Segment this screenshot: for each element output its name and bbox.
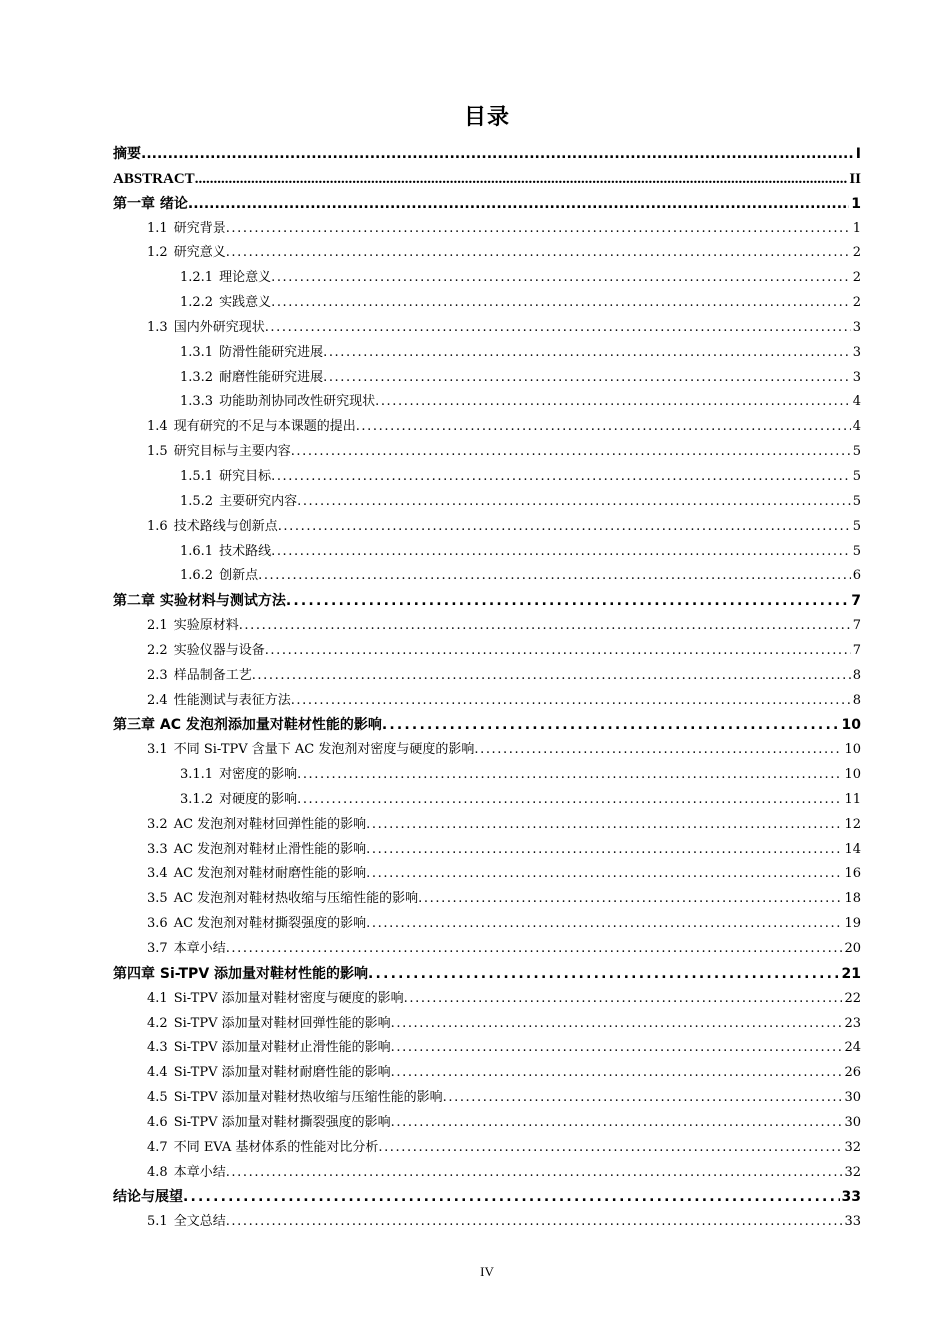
toc-entry-title: 功能助剂协同改性研究现状 xyxy=(219,394,376,410)
toc-entry-title: 防滑性能研究进展 xyxy=(219,344,324,360)
toc-entry-page: 16 xyxy=(844,866,861,882)
toc-entry-number: 3.3 xyxy=(147,841,168,857)
toc-entry-title: 第二章 实验材料与测试方法 xyxy=(113,593,286,610)
dot-leader xyxy=(226,1210,843,1235)
toc-entry-1-5-1[interactable] xyxy=(113,465,861,490)
toc-entry-number: 1.3.1 xyxy=(180,344,214,360)
toc-entry-page: 32 xyxy=(844,1164,861,1180)
toc-entry-title: 研究目标与主要内容 xyxy=(173,444,291,460)
dot-leader xyxy=(226,241,851,266)
toc-entry-1-2-2[interactable] xyxy=(113,291,861,316)
toc-entry-3-4[interactable] xyxy=(113,862,861,887)
dot-leader xyxy=(226,1161,843,1186)
toc-entry-number: 1.5 xyxy=(147,444,168,460)
toc-entry-abstract-cn[interactable] xyxy=(113,142,861,167)
toc-entry-number: 3.1.2 xyxy=(180,791,214,807)
toc-entry-2-3[interactable] xyxy=(113,664,861,689)
toc-entry-number: 1.4 xyxy=(147,419,168,435)
dot-leader xyxy=(271,266,851,291)
dot-leader xyxy=(391,1012,843,1037)
dot-leader xyxy=(356,415,851,440)
dot-leader xyxy=(366,862,842,887)
toc-entry-page: 30 xyxy=(844,1114,861,1130)
toc-entry-number: 3.6 xyxy=(147,916,168,932)
toc-entry-page: 1 xyxy=(852,220,861,236)
toc-entry-title: 第一章 绪论 xyxy=(113,195,188,212)
toc-entry-number: 1.2.1 xyxy=(180,270,214,286)
toc-entry-number: 1.1 xyxy=(147,220,168,236)
toc-entry-page: 24 xyxy=(844,1040,861,1056)
toc-entry-page: 4 xyxy=(852,394,861,410)
toc-entry-page: 7 xyxy=(851,593,861,610)
toc-entry-number: 2.3 xyxy=(147,667,168,683)
toc-entry-number: 4.5 xyxy=(147,1090,168,1106)
toc-entry-title: 耐磨性能研究进展 xyxy=(219,369,324,385)
toc-entry-page: 2 xyxy=(852,295,861,311)
dot-leader xyxy=(226,937,843,962)
toc-entry-number: 3.1.1 xyxy=(180,767,214,783)
toc-entry-number: 2.1 xyxy=(147,618,168,634)
toc-entry-title: 研究意义 xyxy=(173,245,226,261)
toc-entry-1-1[interactable] xyxy=(113,217,861,242)
toc-entry-page: 6 xyxy=(852,568,861,584)
toc-entry-title: Si-TPV 添加量对鞋材止滑性能的影响 xyxy=(173,1040,391,1056)
toc-entry-1-6[interactable] xyxy=(113,515,861,540)
dot-leader xyxy=(297,763,842,788)
dot-leader xyxy=(391,1036,843,1061)
toc-entry-title: 实践意义 xyxy=(219,295,272,311)
toc-entry-title: 第四章 Si-TPV 添加量对鞋材性能的影响 xyxy=(113,965,369,982)
toc-entry-chapter-4[interactable] xyxy=(113,962,861,987)
toc-entry-page: II xyxy=(849,170,861,187)
dot-leader xyxy=(375,390,851,415)
toc-entry-title: AC 发泡剂对鞋材撕裂强度的影响 xyxy=(173,916,367,932)
dot-leader xyxy=(366,912,842,937)
toc-entry-title: 不同 Si-TPV 含量下 AC 发泡剂对密度与硬度的影响 xyxy=(173,742,475,758)
dot-leader xyxy=(391,1111,843,1136)
dot-leader xyxy=(141,142,854,167)
toc-entry-title: Si-TPV 添加量对鞋材耐磨性能的影响 xyxy=(173,1065,391,1081)
dot-leader xyxy=(252,664,851,689)
toc-entry-1-2-1[interactable] xyxy=(113,266,861,291)
dot-leader xyxy=(278,515,851,540)
toc-entry-title: 不同 EVA 基材体系的性能对比分析 xyxy=(173,1139,379,1155)
toc-entry-4-3[interactable] xyxy=(113,1036,861,1061)
toc-entry-page: 14 xyxy=(844,841,861,857)
toc-entry-number: 3.7 xyxy=(147,941,168,956)
toc-entry-title: Si-TPV 添加量对鞋材热收缩与压缩性能的影响 xyxy=(173,1090,443,1106)
toc-entry-page: 4 xyxy=(852,419,861,435)
dot-leader xyxy=(271,540,851,565)
toc-entry-page: 3 xyxy=(852,319,861,335)
toc-entry-page: 2 xyxy=(852,270,861,286)
toc-entry-title: ABSTRACT xyxy=(113,170,195,187)
toc-entry-title: 技术路线 xyxy=(219,543,272,559)
toc-entry-3-1[interactable] xyxy=(113,738,861,763)
dot-leader xyxy=(239,614,851,639)
toc-entry-number: 4.4 xyxy=(147,1065,168,1081)
dot-leader xyxy=(188,192,849,217)
toc-entry-page: 7 xyxy=(852,642,861,658)
toc-entry-page: 33 xyxy=(841,1189,861,1206)
dot-leader xyxy=(265,639,851,664)
toc-entry-page: 18 xyxy=(844,891,861,907)
toc-entry-title: 本章小结 xyxy=(173,941,226,956)
toc-entry-number: 3.2 xyxy=(147,816,168,832)
toc-entry-title: Si-TPV 添加量对鞋材回弹性能的影响 xyxy=(173,1015,391,1031)
toc-entry-page: 23 xyxy=(844,1015,861,1031)
toc-entry-number: 1.6.1 xyxy=(180,543,214,559)
toc-entry-2-2[interactable] xyxy=(113,639,861,664)
toc-entry-number: 4.8 xyxy=(147,1164,168,1180)
toc-entry-title: 本章小结 xyxy=(173,1164,226,1180)
dot-leader xyxy=(443,1086,843,1111)
toc-entry-2-1[interactable] xyxy=(113,614,861,639)
toc-entry-page: 20 xyxy=(844,941,861,956)
toc-entry-4-7[interactable] xyxy=(113,1136,861,1161)
toc-entry-4-4[interactable] xyxy=(113,1061,861,1086)
toc-entry-3-6[interactable] xyxy=(113,912,861,937)
toc-entry-4-1[interactable] xyxy=(113,987,861,1012)
toc-entry-abstract-en[interactable] xyxy=(113,167,861,192)
toc-entry-1-3-2[interactable] xyxy=(113,366,861,391)
toc-entry-page: 3 xyxy=(852,369,861,385)
toc-entry-title: 实验仪器与设备 xyxy=(173,642,265,658)
toc-entry-page: 33 xyxy=(844,1214,861,1230)
toc-entry-page: 8 xyxy=(852,667,861,683)
dot-leader xyxy=(368,962,839,987)
toc-entry-title: AC 发泡剂对鞋材耐磨性能的影响 xyxy=(173,866,367,882)
dot-leader xyxy=(378,1136,842,1161)
toc-entry-title: 创新点 xyxy=(219,568,259,584)
toc-entry-title: 研究背景 xyxy=(173,220,226,236)
dot-leader xyxy=(291,440,851,465)
toc-entry-1-4[interactable] xyxy=(113,415,861,440)
toc-entry-page: 7 xyxy=(852,618,861,634)
toc-entry-title: 主要研究内容 xyxy=(219,493,298,509)
toc-entry-title: 对密度的影响 xyxy=(219,767,298,783)
toc-entry-number: 1.5.1 xyxy=(180,468,214,484)
toc-entry-title: Si-TPV 添加量对鞋材撕裂强度的影响 xyxy=(173,1114,391,1130)
toc-entry-number: 3.5 xyxy=(147,891,168,907)
toc-entry-page: 21 xyxy=(841,965,861,982)
toc-entry-page: 11 xyxy=(844,791,861,807)
toc-entry-number: 4.7 xyxy=(147,1139,168,1155)
toc-entry-4-6[interactable] xyxy=(113,1111,861,1136)
toc-entry-page: I xyxy=(855,146,861,162)
toc-entry-title: 性能测试与表征方法 xyxy=(173,692,291,708)
toc-entry-page: 22 xyxy=(844,990,861,1006)
toc-entry-number: 3.1 xyxy=(147,742,168,758)
toc-entry-page: 1 xyxy=(851,195,861,212)
toc-entry-title: 理论意义 xyxy=(219,270,272,286)
toc-entry-number: 4.3 xyxy=(147,1040,168,1056)
toc-entry-4-8[interactable] xyxy=(113,1161,861,1186)
dot-leader xyxy=(418,887,842,912)
toc-entry-title: AC 发泡剂对鞋材止滑性能的影响 xyxy=(173,841,367,857)
toc-entry-3-5[interactable] xyxy=(113,887,861,912)
toc-entry-page: 5 xyxy=(852,444,861,460)
toc-entry-number: 1.5.2 xyxy=(180,493,214,509)
toc-entry-page: 12 xyxy=(844,816,861,832)
toc-entry-title: 样品制备工艺 xyxy=(173,667,252,683)
toc-entry-page: 5 xyxy=(852,468,861,484)
dot-leader xyxy=(271,465,851,490)
dot-leader xyxy=(195,167,848,192)
toc-entry-number: 4.2 xyxy=(147,1015,168,1031)
toc-entry-1-6-1[interactable] xyxy=(113,540,861,565)
toc-entry-title: 现有研究的不足与本课题的提出 xyxy=(173,419,356,435)
toc-entry-4-2[interactable] xyxy=(113,1012,861,1037)
toc-entry-3-2[interactable] xyxy=(113,813,861,838)
toc-entry-3-1-2[interactable] xyxy=(113,788,861,813)
dot-leader xyxy=(183,1185,840,1210)
toc-entry-2-4[interactable] xyxy=(113,689,861,714)
dot-leader xyxy=(323,341,851,366)
toc-entry-page: 19 xyxy=(844,916,861,932)
toc-entry-page: 2 xyxy=(852,245,861,261)
dot-leader xyxy=(297,788,842,813)
toc-entry-1-3-1[interactable] xyxy=(113,341,861,366)
toc-entry-number: 4.1 xyxy=(147,990,168,1006)
toc-entry-3-3[interactable] xyxy=(113,838,861,863)
dot-leader xyxy=(474,738,842,763)
toc-entry-number: 1.3 xyxy=(147,319,168,335)
dot-leader xyxy=(265,316,851,341)
toc-entry-number: 5.1 xyxy=(147,1214,168,1230)
toc-entry-title: 全文总结 xyxy=(173,1214,226,1230)
toc-entry-title: 摘要 xyxy=(113,146,141,162)
toc-entry-4-5[interactable] xyxy=(113,1086,861,1111)
toc-entry-title: 研究目标 xyxy=(219,468,272,484)
toc-entry-page: 10 xyxy=(841,717,861,734)
toc-entry-title: Si-TPV 添加量对鞋材密度与硬度的影响 xyxy=(173,990,404,1006)
toc-entry-1-3[interactable] xyxy=(113,316,861,341)
toc-entry-3-7[interactable] xyxy=(113,937,861,962)
toc-entry-number: 1.2 xyxy=(147,245,168,261)
toc-entry-title: AC 发泡剂对鞋材回弹性能的影响 xyxy=(173,816,367,832)
toc-entry-page: 10 xyxy=(844,767,861,783)
table-of-contents xyxy=(113,142,861,1235)
page-number-footer: IV xyxy=(480,1264,494,1279)
dot-leader xyxy=(297,490,851,515)
toc-entry-number: 1.2.2 xyxy=(180,295,214,311)
toc-entry-3-1-1[interactable] xyxy=(113,763,861,788)
toc-entry-title: 技术路线与创新点 xyxy=(173,518,278,534)
toc-entry-1-5-2[interactable] xyxy=(113,490,861,515)
toc-entry-page: 5 xyxy=(852,543,861,559)
dot-leader xyxy=(323,366,851,391)
toc-entry-chapter-3[interactable] xyxy=(113,713,861,738)
toc-entry-number: 2.2 xyxy=(147,642,168,658)
toc-entry-page: 32 xyxy=(844,1139,861,1155)
toc-entry-title: 国内外研究现状 xyxy=(173,319,265,335)
toc-entry-title: 实验原材料 xyxy=(173,618,239,634)
toc-entry-page: 5 xyxy=(852,493,861,509)
dot-leader xyxy=(404,987,843,1012)
toc-entry-5-1[interactable] xyxy=(113,1210,861,1235)
toc-entry-number: 4.6 xyxy=(147,1114,168,1130)
toc-entry-number: 3.4 xyxy=(147,866,168,882)
toc-entry-title: AC 发泡剂对鞋材热收缩与压缩性能的影响 xyxy=(173,891,419,907)
toc-entry-title: 第三章 AC 发泡剂添加量对鞋材性能的影响 xyxy=(113,717,382,734)
toc-entry-conclusion[interactable] xyxy=(113,1185,861,1210)
toc-entry-page: 26 xyxy=(844,1065,861,1081)
toc-entry-page: 10 xyxy=(844,742,861,758)
toc-entry-chapter-2[interactable] xyxy=(113,589,861,614)
toc-entry-1-2[interactable] xyxy=(113,241,861,266)
toc-entry-1-6-2[interactable] xyxy=(113,564,861,589)
dot-leader xyxy=(271,291,851,316)
toc-entry-number: 1.3.3 xyxy=(180,394,214,410)
toc-entry-page: 30 xyxy=(844,1090,861,1106)
toc-entry-number: 1.3.2 xyxy=(180,369,214,385)
toc-entry-number: 2.4 xyxy=(147,692,168,708)
dot-leader xyxy=(286,589,849,614)
toc-entry-1-5[interactable] xyxy=(113,440,861,465)
toc-entry-chapter-1[interactable] xyxy=(113,192,861,217)
toc-entry-1-3-3[interactable] xyxy=(113,390,861,415)
page-title: 目录 xyxy=(463,105,510,130)
toc-entry-page: 5 xyxy=(852,518,861,534)
dot-leader xyxy=(391,1061,843,1086)
dot-leader xyxy=(366,838,842,863)
dot-leader xyxy=(291,689,851,714)
dot-leader xyxy=(366,813,842,838)
toc-entry-number: 1.6 xyxy=(147,518,168,534)
dot-leader xyxy=(226,217,851,242)
toc-entry-number: 1.6.2 xyxy=(180,568,214,584)
toc-entry-page: 3 xyxy=(852,344,861,360)
toc-entry-title: 结论与展望 xyxy=(113,1189,183,1206)
dot-leader xyxy=(382,713,840,738)
dot-leader xyxy=(258,564,851,589)
toc-entry-page: 8 xyxy=(852,692,861,708)
toc-entry-title: 对硬度的影响 xyxy=(219,791,298,807)
